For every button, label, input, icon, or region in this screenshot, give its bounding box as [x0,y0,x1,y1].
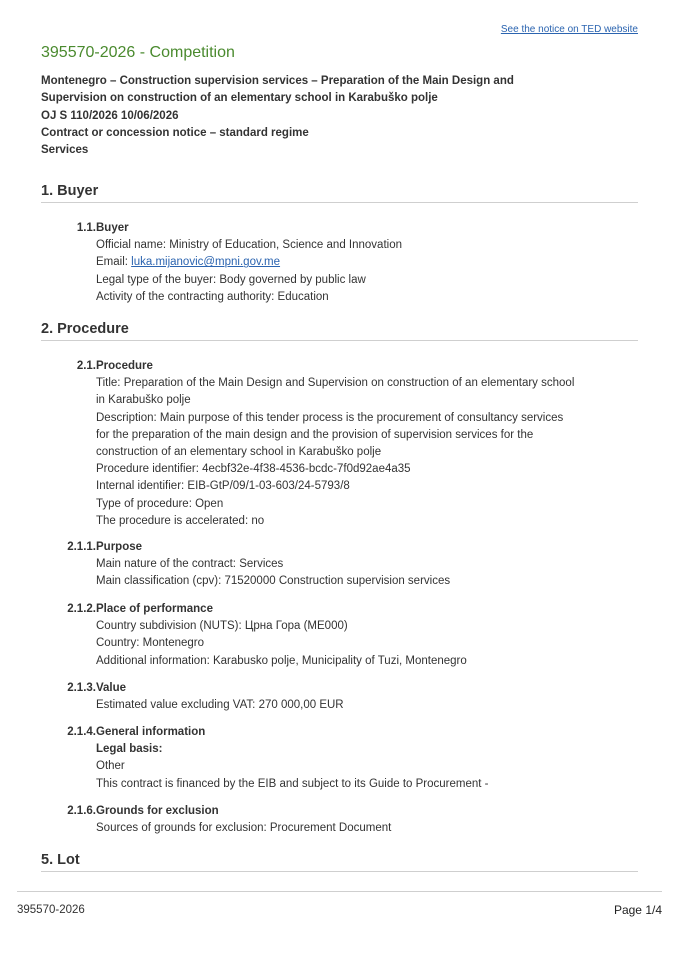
grounds-line: Sources of grounds for exclusion: Procurement Document [96,822,392,835]
email-label: Email: [96,256,132,269]
section-heading-lot: 5. Lot [41,852,638,872]
subsection-place-of-performance [41,601,641,670]
subsection-general-information [41,724,641,793]
purpose-line: Main nature of the contract: Services [96,558,284,571]
header-line: Contract or concession notice – standard regime [41,126,309,139]
place-line: Country subdivision (NUTS): Црна Гора (ME000) [96,620,348,633]
legal-type: Legal type of the buyer: Body governed by public law [96,273,366,286]
subsection-title: Place of performance [96,603,213,615]
notice-title: 395570-2026 - Competition [41,44,235,61]
subsection-title: Value [96,682,127,694]
header-line: Services [41,144,89,157]
procedure-line: Internal identifier: EIB-GtP/09/1-03-603/24-5793/8 [96,480,350,493]
subsection-procedure [41,358,641,530]
procedure-line: Procedure identifier: 4ecbf32e-4f38-4536-bcdc-7f0d92ae4a35 [96,463,411,476]
procedure-line: The procedure is accelerated: no [96,514,265,527]
place-line: Additional information: Karabusko polje, Municipality of Tuzi, Montenegro [96,654,467,667]
section-heading-buyer: 1. Buyer [41,183,638,203]
general-line: Other [96,760,125,773]
email-link[interactable]: luka.mijanovic@mpni.gov.me [131,256,281,269]
subsection-grounds-for-exclusion [41,803,641,837]
procedure-line: Title: Preparation of the Main Design and Supervision on construction of an elementary school [96,377,575,390]
subsection-value [41,680,641,714]
section-heading-procedure: 2. Procedure [41,321,638,341]
subsection-number: 2.1.2. [67,603,96,615]
ted-website-link[interactable]: See the notice on TED website [500,24,638,35]
subsection-number: 2.1. [76,360,96,372]
subsection-purpose [41,539,641,591]
place-line: Country: Montenegro [96,637,205,650]
subsection-number: 2.1.4. [67,726,96,738]
subsection-buyer [41,220,641,306]
legal-basis-label: Legal basis: [96,743,163,756]
official-name: Official name: Ministry of Education, Science and Innovation [96,239,402,252]
subsection-title: Procedure [96,360,153,372]
footer-notice-id: 395570-2026 [17,904,85,916]
header-line: Supervision on construction of an elementary school in Karabuško polje [41,92,438,105]
activity: Activity of the contracting authority: Education [96,290,329,303]
subsection-number: 2.1.6. [67,805,96,817]
procedure-line: Type of procedure: Open [96,497,224,510]
subsection-title: General information [96,726,206,738]
subsection-title: Purpose [96,541,143,553]
value-line: Estimated value excluding VAT: 270 000,00 EUR [96,699,344,712]
procedure-line: in Karabuško polje [96,394,191,407]
subsection-number: 2.1.3. [67,682,96,694]
subsection-title: Buyer [96,222,129,234]
header-line: OJ S 110/2026 10/06/2026 [41,109,179,122]
procedure-line: Description: Main purpose of this tender process is the procurement of consultancy services [96,411,564,424]
footer-divider [17,891,662,892]
footer-page-number: Page 1/4 [613,903,662,917]
notice-header [41,73,641,159]
purpose-line: Main classification (cpv): 71520000 Construction supervision services [96,575,451,588]
procedure-line: construction of an elementary school in Karabuško polje [96,446,382,459]
subsection-number: 1.1. [76,222,96,234]
subsection-number: 2.1.1. [67,541,96,553]
header-line: Montenegro – Construction supervision services – Preparation of the Main Design and [41,75,514,87]
subsection-title: Grounds for exclusion [96,805,219,817]
procedure-line: for the preparation of the main design and the provision of supervision services for the [96,428,534,441]
general-line: This contract is financed by the EIB and subject to its Guide to Procurement - [96,777,489,790]
email-row [96,254,641,271]
